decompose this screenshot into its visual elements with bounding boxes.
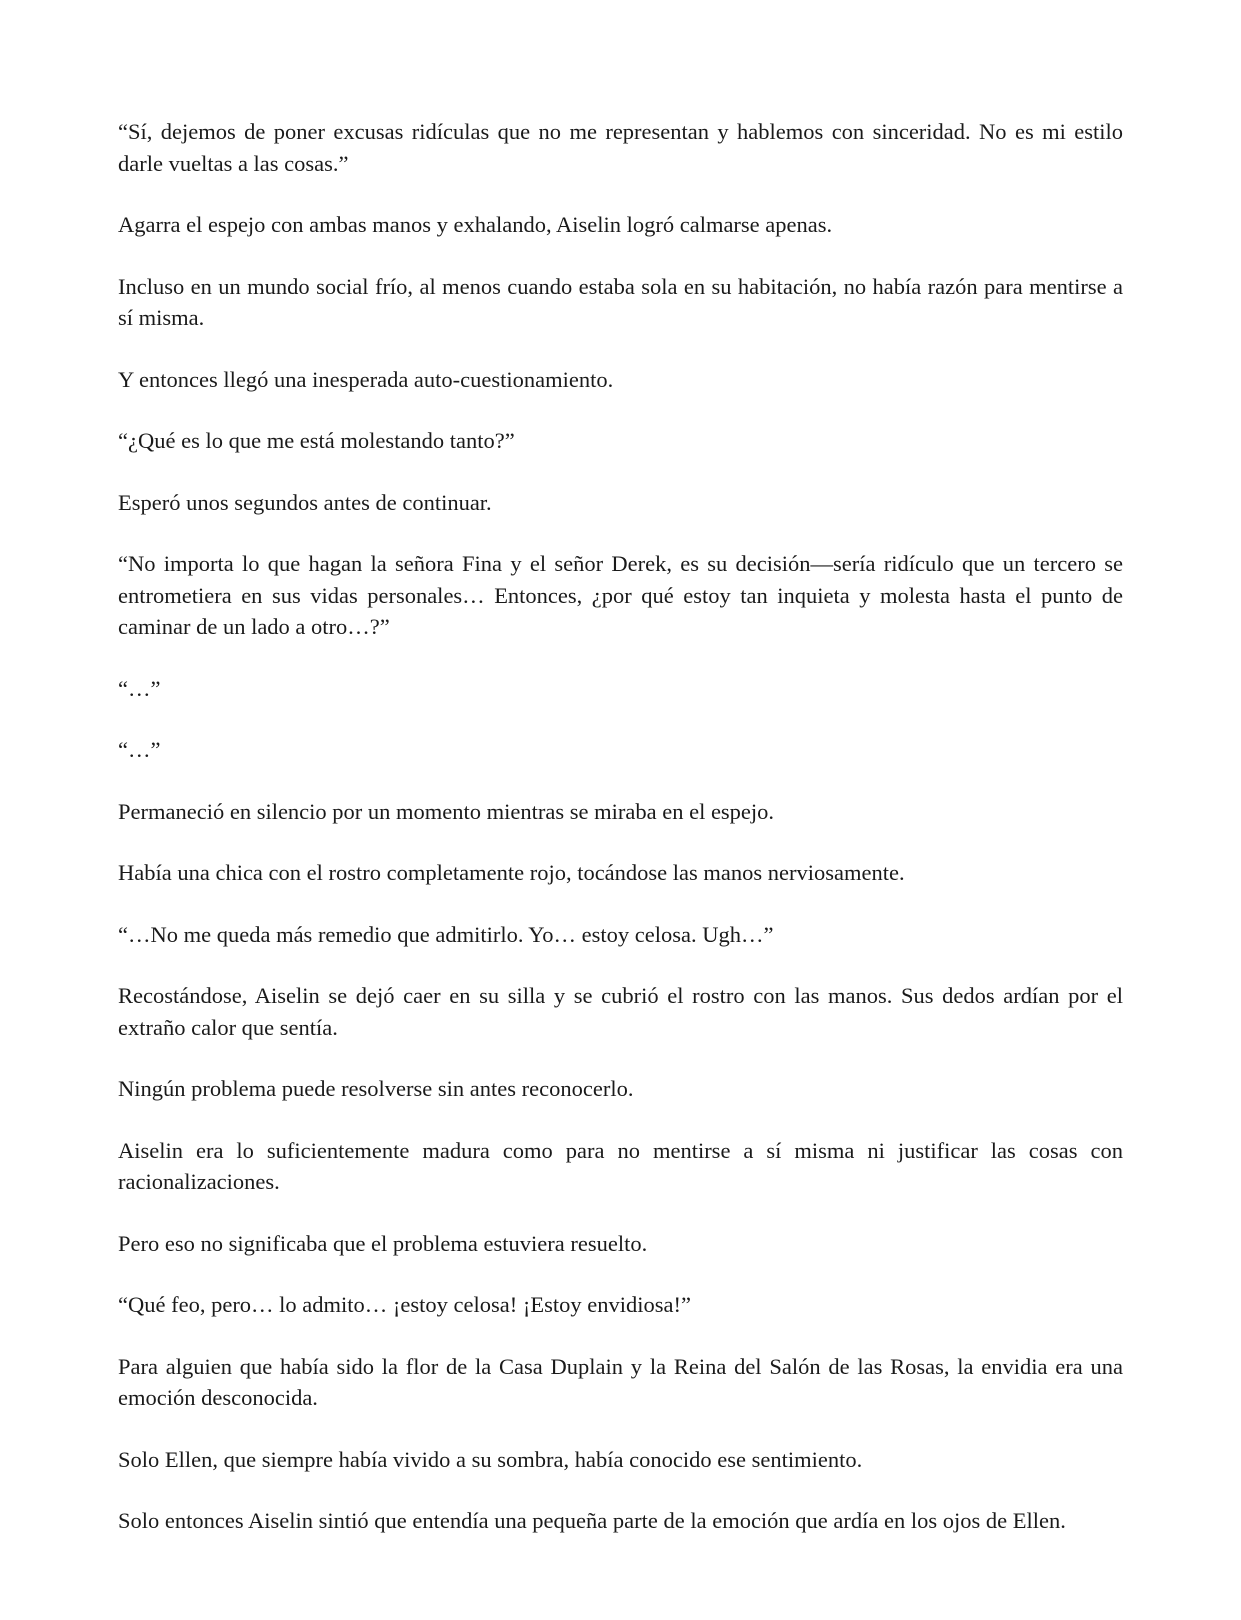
paragraph: Solo Ellen, que siempre había vivido a su sombra, había conocido ese sentimiento. [118, 1446, 863, 1472]
paragraph: Había una chica con el rostro completamente rojo, tocándose las manos nerviosamente. [118, 860, 905, 885]
paragraph: Incluso en un mundo social frío, al menos cuando estaba sola en su habitación, no había razón para mentirse a sí misma. [118, 273, 1123, 330]
paragraph: “…” [118, 675, 161, 701]
paragraph: Para alguien que había sido la flor de la Casa Duplain y la Reina del Salón de las Rosas, la envidia era una emoción desconocida. [118, 1353, 1123, 1410]
paragraph: “Sí, dejemos de poner excusas ridículas que no me representan y hablemos con sinceridad. No es mi estilo darle vueltas a las cosas.” [118, 119, 1123, 176]
paragraph: Agarra el espejo con ambas manos y exhalando, Aiselin logró calmarse apenas. [118, 212, 833, 237]
paragraph: Y entonces llegó una inesperada auto-cuestionamiento. [118, 366, 614, 392]
paragraph: Permaneció en silencio por un momento mientras se miraba en el espejo. [118, 798, 775, 824]
paragraph: Esperó unos segundos antes de continuar. [118, 489, 492, 515]
paragraph: Solo entonces Aiselin sintió que entendía una pequeña parte de la emoción que ardía en los ojos de Ellen. [118, 1508, 1066, 1533]
paragraph: “Qué feo, pero… lo admito… ¡estoy celosa! ¡Estoy envidiosa!” [118, 1292, 691, 1317]
document-body [118, 116, 1123, 1567]
paragraph: “No importa lo que hagan la señora Fina y el señor Derek, es su decisión—sería ridículo que un tercero se entrometiera en sus vidas personales… Entonces, ¿por qué estoy tan inquieta y molesta hasta el punto de caminar de un lado a otro…?” [118, 551, 1123, 639]
paragraph: Ningún problema puede resolverse sin antes reconocerlo. [118, 1076, 634, 1101]
paragraph: “…” [118, 737, 161, 762]
paragraph: Recostándose, Aiselin se dejó caer en su silla y se cubrió el rostro con las manos. Sus dedos ardían por el extraño calor que sentía. [118, 983, 1123, 1040]
paragraph: “…No me queda más remedio que admitirlo. Yo… estoy celosa. Ugh…” [118, 921, 774, 947]
paragraph: “¿Qué es lo que me está molestando tanto?” [118, 428, 515, 453]
paragraph: Aiselin era lo suficientemente madura como para no mentirse a sí misma ni justificar las cosas con racionalizaciones. [118, 1137, 1123, 1194]
paragraph: Pero eso no significaba que el problema estuviera resuelto. [118, 1230, 648, 1256]
